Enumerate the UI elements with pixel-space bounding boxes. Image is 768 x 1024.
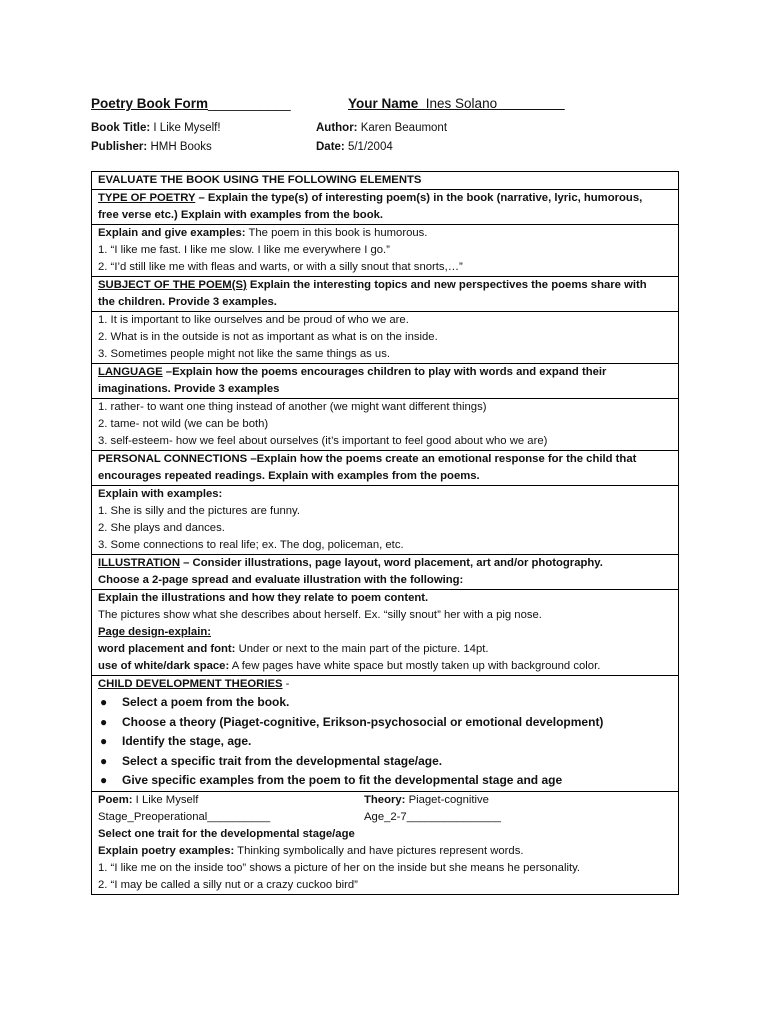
illustration-prompt: ILLUSTRATION – Consider illustrations, page layout, word placement, art and/or photography. Choose a 2-page spread and evaluate illustration with the following: <box>92 555 678 590</box>
subject-prompt: SUBJECT OF THE POEM(S) Explain the interesting topics and new perspectives the poems share with the children. Provide 3 examples. <box>92 277 678 312</box>
list-item: 2. What is in the outside is not as important as what is on the inside. <box>98 331 438 343</box>
publisher: Publisher: HMH Books <box>91 141 212 153</box>
personal-connections-answer: Explain with examples: 1. She is silly and the pictures are funny. 2. She plays and dances. 3. Some connections to real life; ex. The dog, policeman, etc. <box>92 486 678 555</box>
language-answer <box>92 399 678 451</box>
illustration-answer: Explain the illustrations and how they relate to poem content. The pictures show what she describes about herself. Ex. “silly snout” her with a pig nose. Page design-explain: word placement and font: Under or next to the main part of the picture. 14pt. use of white/dark space: A few pages have white space but mostly taken up with background color. <box>92 590 678 676</box>
list-item: 3. self-esteem- how we feel about ourselves (it’s important to feel good about who we are) <box>98 435 548 447</box>
list-item: 3. Sometimes people might not like the same things as us. <box>98 348 390 360</box>
author: Author: Karen Beaumont <box>316 122 448 134</box>
list-item: ● Select a poem from the book. <box>100 695 290 709</box>
list-item: 1. It is important to like ourselves and be proud of who we are. <box>98 314 409 326</box>
subject-answer <box>92 312 678 364</box>
language-prompt: LANGUAGE –Explain how the poems encourages children to play with words and expand their imaginations. Provide 3 examples <box>92 364 678 399</box>
child-development-answer: Poem: I Like Myself Theory: Piaget-cognitive Stage_Preoperational__________ Age_2-7_______________ Select one trait for the developmental stage/age Explain poetry examples: Thinking symbolically and have pictures represent words. 1. “I like me on the inside too” shows a picture of her on the inside but she means he personality. 2. “I may be called a silly nut or a crazy cuckoo bird” <box>92 792 678 894</box>
your-name-value: Ines Solano <box>425 96 498 111</box>
list-item: 2. “I may be called a silly nut or a crazy cuckoo bird” <box>98 878 358 891</box>
list-item: 1. “I like me fast. I like me slow. I like me everywhere I go.” <box>98 244 390 256</box>
your-name-field: Your Name_Ines Solano_________ <box>348 96 565 111</box>
form-heading: EVALUATE THE BOOK USING THE FOLLOWING ELEMENTS <box>92 172 678 190</box>
list-item: 2. She plays and dances. <box>98 522 225 534</box>
your-name-label: Your Name_ <box>348 96 426 111</box>
list-item: 1. “I like me on the inside too” shows a picture of her on the inside but she means he personality. <box>98 861 581 874</box>
list-item: 2. tame- not wild (we can be both) <box>98 418 269 430</box>
evaluation-form <box>91 171 679 895</box>
form-title: Poetry Book Form___________ <box>91 96 291 111</box>
personal-connections-prompt: PERSONAL CONNECTIONS –Explain how the poems create an emotional response for the child that encourages repeated readings. Explain with examples from the poems. <box>92 451 678 486</box>
child-development-prompt: CHILD DEVELOPMENT THEORIES - ● Select a poem from the book. ● Choose a theory (Piaget-cognitive, Erikson-psychosocial or emotional development) ● Identify the stage, age. ● Select a specific trait from the developmental stage/age. ● Give specific examples from the poem to fit the developmental stage and age <box>92 676 678 792</box>
list-item: ● Give specific examples from the poem to fit the developmental stage and age <box>100 773 563 787</box>
type-of-poetry-prompt: TYPE OF POETRY – Explain the type(s) of interesting poem(s) in the book (narrative, lyric, humorous, free verse etc.) Explain with examples from the book. <box>92 190 678 225</box>
list-item: 1. She is silly and the pictures are funny. <box>98 505 300 517</box>
book-title: Book Title: I Like Myself! <box>91 122 221 134</box>
list-item: ● Select a specific trait from the developmental stage/age. <box>100 753 443 768</box>
list-item: 1. rather- to want one thing instead of another (we might want different things) <box>98 401 487 413</box>
list-item: 2. “I’d still like me with fleas and warts, or with a silly snout that snorts,…” <box>98 261 463 273</box>
list-item: ● Choose a theory (Piaget-cognitive, Erikson-psychosocial or emotional development) <box>100 714 604 729</box>
list-item: ● Identify the stage, age. <box>100 734 252 748</box>
date: Date: 5/1/2004 <box>316 141 393 153</box>
type-of-poetry-answer: Explain and give examples: The poem in this book is humorous. 1. “I like me fast. I like me slow. I like me everywhere I go.” 2. “I’d still like me with fleas and warts, or with a silly snout that snorts,…” <box>92 225 678 277</box>
list-item: 3. Some connections to real life; ex. The dog, policeman, etc. <box>98 539 404 551</box>
